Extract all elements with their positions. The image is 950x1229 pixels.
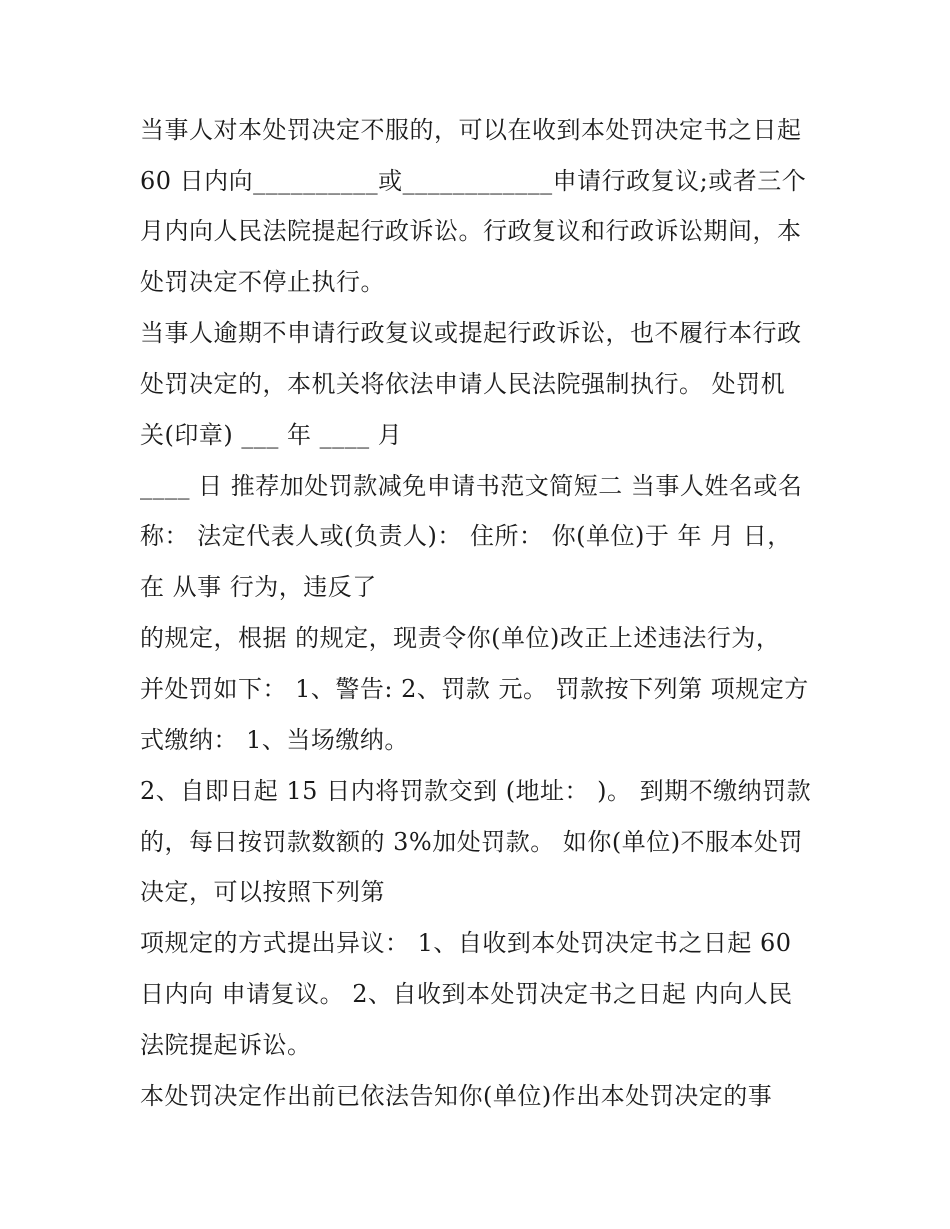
text-line-12: 并处罚如下： 1、警告: 2、罚款 元。 罚款按下列第 项规定方 — [140, 675, 809, 703]
text-line-19: 法院提起诉讼。 — [140, 1031, 312, 1059]
text-line-20: 本处罚决定作出前已依法告知你(单位)作出本处罚决定的事 — [140, 1082, 773, 1110]
text-line-10: 在 从事 行为，违反了 — [140, 573, 377, 601]
text-line-17: 项规定的方式提出异议： 1、自收到本处罚决定书之日起 60 — [140, 929, 792, 957]
text-line-16: 决定，可以按照下列第 — [140, 878, 385, 906]
text-line-14: 2、自即日起 15 日内将罚款交到 (地址： )。 到期不缴纳罚款 — [140, 777, 812, 805]
text-line-11: 的规定，根据 的规定，现责令你(单位)改正上述违法行为， — [140, 624, 781, 652]
text-line-5: 当事人逾期不申请行政复议或提起行政诉讼，也不履行本行政 — [140, 319, 802, 347]
text-line-6: 处罚决定的，本机关将依法申请人民法院强制执行。 处罚机 — [140, 370, 786, 398]
text-line-9: 称： 法定代表人或(负责人)： 住所： 你(单位)于 年 月 日， — [140, 522, 792, 550]
text-line-13: 式缴纳： 1、当场缴纳。 — [140, 726, 409, 754]
text-line-15: 的，每日按罚款数额的 3%加处罚款。 如你(单位)不服本处罚 — [140, 828, 804, 856]
text-line-1: 当事人对本处罚决定不服的，可以在收到本处罚决定书之日起 — [140, 116, 802, 144]
text-line-3: 月内向人民法院提起行政诉讼。行政复议和行政诉讼期间，本 — [140, 217, 802, 245]
text-line-2: 60 日内向__________或____________申请行政复议;或者三个 — [140, 167, 807, 195]
text-line-8: ____ 日 推荐加处罚款减免申请书范文简短二 当事人姓名或名 — [140, 472, 803, 500]
text-line-4: 处罚决定不停止执行。 — [140, 268, 385, 296]
text-line-7: 关(印章) ___ 年 ____ 月 — [140, 421, 403, 449]
text-line-18: 日内向 申请复议。 2、自收到本处罚决定书之日起 内向人民 — [140, 980, 793, 1008]
